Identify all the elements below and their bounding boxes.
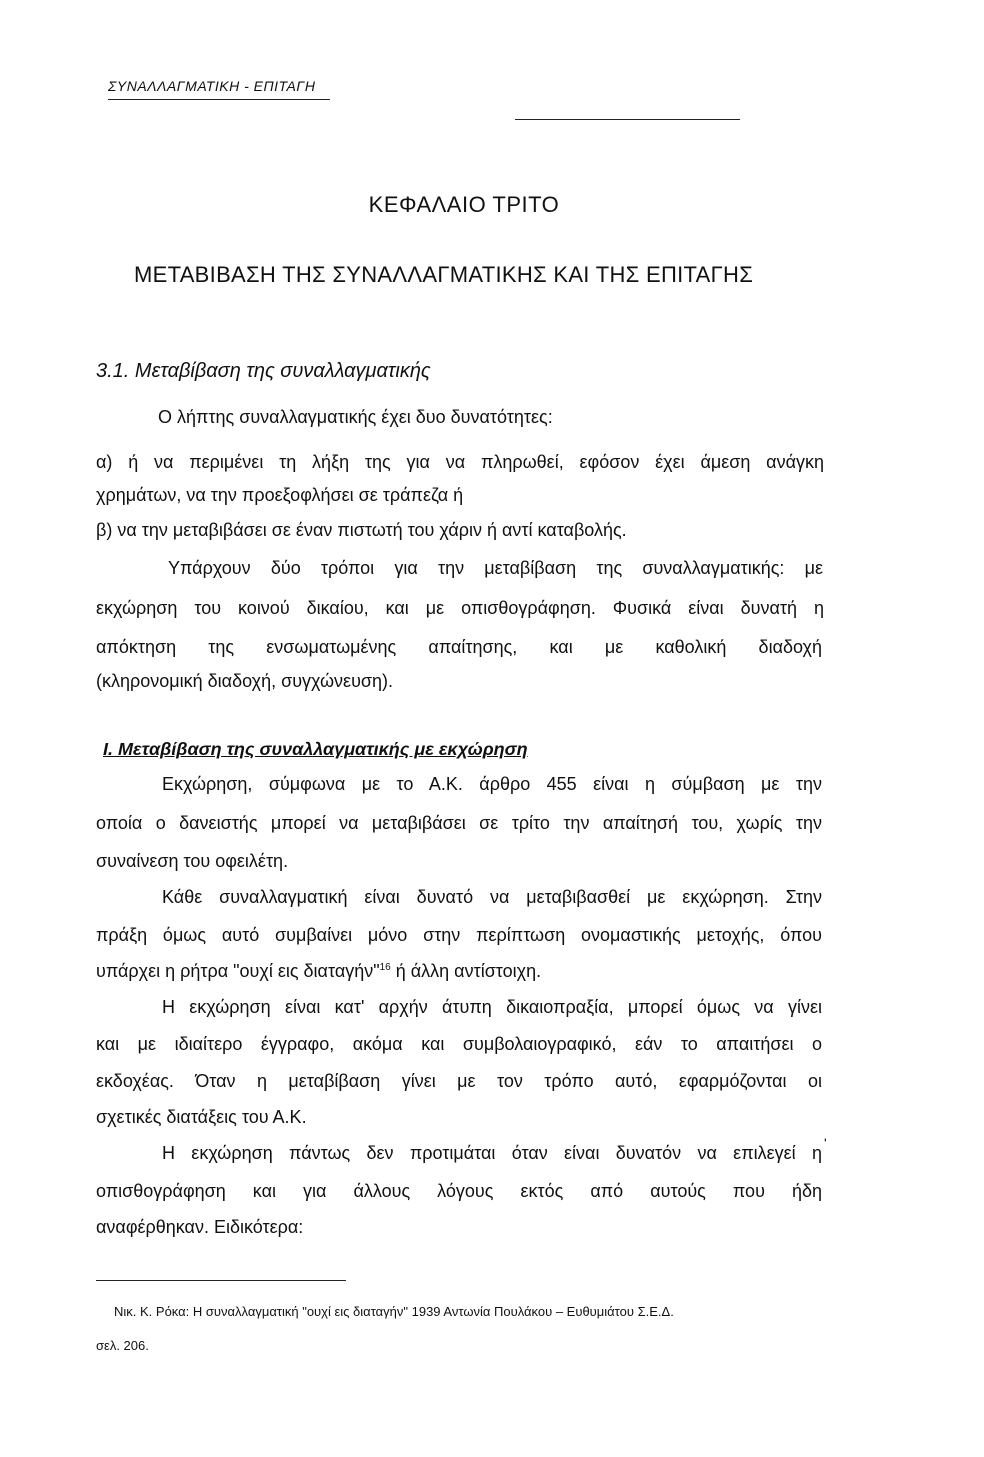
paragraph-line: σχετικές διατάξεις του Α.Κ. <box>96 1107 307 1127</box>
section-heading: 3.1. Μεταβίβαση της συναλλαγματικής <box>96 360 431 382</box>
running-head: ΣΥΝΑΛΛΑΓΜΑΤΙΚΗ - ΕΠΙΤΑΓΗ <box>108 78 316 94</box>
paragraph-line: Ο λήπτης συναλλαγματικής έχει δυο δυνατότητες: <box>158 407 553 427</box>
running-head-rule <box>108 99 330 100</box>
text-run: ή άλλη αντίστοιχη. <box>390 961 542 981</box>
paragraph-line: αναφέρθηκαν. Ειδικότερα: <box>96 1217 304 1237</box>
paragraph-line: Υπάρχουν δύο τρόποι για την μεταβίβαση της συναλλαγματικής: με <box>168 558 823 578</box>
footnote-ref: 16 <box>379 962 391 973</box>
paragraph-line: και με ιδιαίτερο έγγραφο, ακόμα και συμβολαιογραφικό, εάν το απαιτήσει ο <box>96 1034 822 1054</box>
paragraph-line: οποία ο δανειστής μπορεί να μεταβιβάσει σε τρίτο την απαίτησή του, χωρίς την <box>96 813 822 833</box>
chapter-title: ΚΕΦΑΛΑΙΟ ΤΡΙΤΟ <box>368 192 560 217</box>
footnote-line: σελ. 206. <box>96 1338 149 1353</box>
paragraph-line: β) να την μεταβιβάσει σε έναν πιστωτή του χάριν ή αντί καταβολής. <box>96 520 627 540</box>
header-rule-right <box>515 119 740 120</box>
paragraph-line: Εκχώρηση, σύμφωνα με το Α.Κ. άρθρο 455 είναι η σύμβαση με την <box>162 774 822 794</box>
footnote-line: Νικ. Κ. Ρόκα: Η συναλλαγματική "ουχί εις διαταγήν" 1939 Αντωνία Πουλάκου – Ευθυμιάτου Σ.Ε.Δ. <box>114 1304 674 1319</box>
subsection-heading: Ι. Μεταβίβαση της συναλλαγματικής με εκχώρηση <box>103 739 528 759</box>
paragraph-line: εκδοχέας. Όταν η μεταβίβαση γίνει με τον τρόπο αυτό, εφαρμόζονται οι <box>96 1071 822 1091</box>
paragraph-line <box>96 960 541 982</box>
footnote-rule <box>96 1280 346 1281</box>
paragraph-line: (κληρονομική διαδοχή, συγχώνευση). <box>96 671 394 691</box>
stray-mark: ' <box>824 1135 827 1151</box>
paragraph-line: πράξη όμως αυτό συμβαίνει μόνο στην περίπτωση ονομαστικής μετοχής, όπου <box>96 925 822 945</box>
paragraph-line: εκχώρηση του κοινού δικαίου, και με οπισθογράφηση. Φυσικά είναι δυνατή η <box>96 598 824 618</box>
paragraph-line: απόκτηση της ενσωματωμένης απαίτησης, και με καθολική διαδοχή <box>96 637 822 657</box>
paragraph-line: χρημάτων, να την προεξοφλήσει σε τράπεζα ή <box>96 485 464 505</box>
paragraph-line: α) ή να περιμένει τη λήξη της για να πληρωθεί, εφόσον έχει άμεση ανάγκη <box>96 452 824 472</box>
paragraph-line: Κάθε συναλλαγματική είναι δυνατό να μεταβιβασθεί με εκχώρηση. Στην <box>162 887 822 907</box>
paragraph-line: Η εκχώρηση είναι κατ' αρχήν άτυπη δικαιοπραξία, μπορεί όμως να γίνει <box>162 997 822 1017</box>
chapter-subtitle: ΜΕΤΑΒΙΒΑΣΗ ΤΗΣ ΣΥΝΑΛΛΑΓΜΑΤΙΚΗΣ ΚΑΙ ΤΗΣ ΕΠΙΤΑΓΗΣ <box>134 262 754 287</box>
text-run: υπάρχει η ρήτρα "ουχί εις διαταγήν" <box>96 961 380 981</box>
paragraph-line: συναίνεση του οφειλέτη. <box>96 851 289 871</box>
paragraph-line: Η εκχώρηση πάντως δεν προτιμάται όταν είναι δυνατόν να επιλεγεί η <box>162 1143 822 1163</box>
paragraph-line: οπισθογράφηση και για άλλους λόγους εκτός από αυτούς που ήδη <box>96 1181 822 1201</box>
